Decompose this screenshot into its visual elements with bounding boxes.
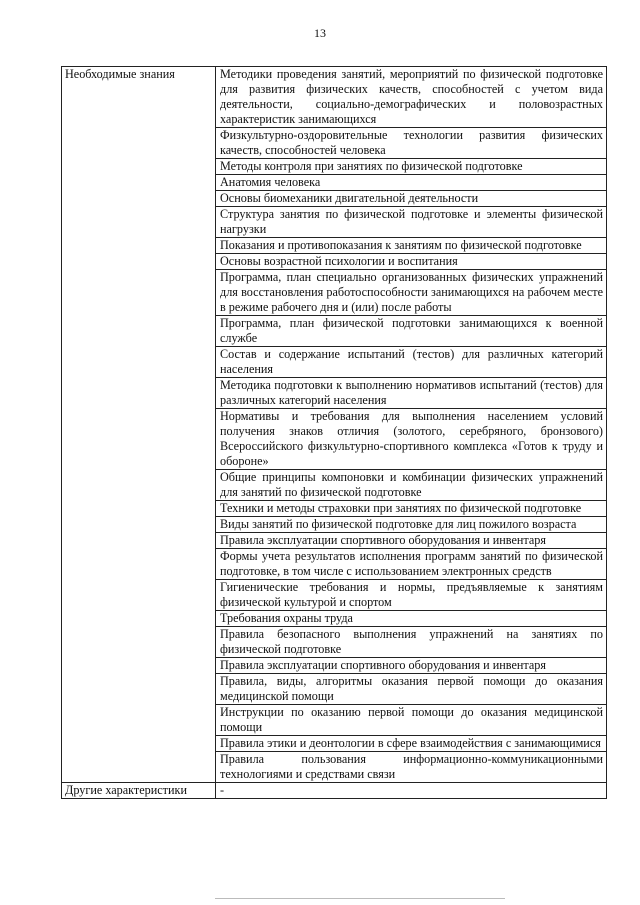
knowledge-item: Инструкции по оказанию первой помощи до оказания медицинской помощи	[216, 705, 607, 736]
knowledge-item: Виды занятий по физической подготовке для лиц пожилого возраста	[216, 517, 607, 533]
knowledge-item: Программа, план физической подготовки занимающихся к военной службе	[216, 316, 607, 347]
knowledge-item: Методы контроля при занятиях по физической подготовке	[216, 159, 607, 175]
knowledge-row	[62, 67, 607, 128]
knowledge-item: Гигиенические требования и нормы, предъявляемые к занятиям физической культурой и спортом	[216, 580, 607, 611]
footer-divider	[215, 898, 505, 899]
qualification-table	[61, 66, 607, 799]
knowledge-item: Основы возрастной психологии и воспитания	[216, 254, 607, 270]
knowledge-item: Правила безопасного выполнения упражнений на занятиях по физической подготовке	[216, 627, 607, 658]
knowledge-item: Показания и противопоказания к занятиям по физической подготовке	[216, 238, 607, 254]
other-characteristics-value: -	[216, 783, 607, 799]
knowledge-item: Основы биомеханики двигательной деятельности	[216, 191, 607, 207]
knowledge-item: Правила пользования информационно-коммуникационными технологиями и средствами связи	[216, 752, 607, 783]
qualification-table-body	[62, 67, 607, 799]
knowledge-item: Методики проведения занятий, мероприятий по физической подготовке для развития физических качеств, способностей с учетом вида деятельности, социально-демографических и половозрастных характеристик занимающихся	[216, 67, 607, 128]
knowledge-item: Программа, план специально организованных физических упражнений для восстановления работоспособности занимающихся на рабочем месте в режиме рабочего дня и (или) после работы	[216, 270, 607, 316]
page-number: 13	[314, 26, 326, 40]
knowledge-item: Анатомия человека	[216, 175, 607, 191]
knowledge-item: Физкультурно-оздоровительные технологии развития физических качеств, способностей человека	[216, 128, 607, 159]
knowledge-item: Техники и методы страховки при занятиях по физической подготовке	[216, 501, 607, 517]
knowledge-item: Структура занятия по физической подготовке и элементы физической нагрузки	[216, 207, 607, 238]
required-knowledge-label: Необходимые знания	[62, 67, 216, 783]
knowledge-item: Правила этики и деонтологии в сфере взаимодействия с занимающимися	[216, 736, 607, 752]
other-characteristics-row	[62, 783, 607, 799]
knowledge-item: Правила эксплуатации спортивного оборудования и инвентаря	[216, 658, 607, 674]
knowledge-item: Правила, виды, алгоритмы оказания первой помощи до оказания медицинской помощи	[216, 674, 607, 705]
knowledge-item: Общие принципы компоновки и комбинации физических упражнений для занятий по физической подготовке	[216, 470, 607, 501]
knowledge-item: Формы учета результатов исполнения программ занятий по физической подготовке, в том числе с использованием электронных средств	[216, 549, 607, 580]
knowledge-item: Требования охраны труда	[216, 611, 607, 627]
other-characteristics-label: Другие характеристики	[62, 783, 216, 799]
knowledge-item: Методика подготовки к выполнению нормативов испытаний (тестов) для различных категорий населения	[216, 378, 607, 409]
knowledge-item: Нормативы и требования для выполнения населением условий получения знаков отличия (золотого, серебряного, бронзового) Всероссийского физкультурно-спортивного комплекса «Готов к труду и обороне»	[216, 409, 607, 470]
knowledge-item: Состав и содержание испытаний (тестов) для различных категорий населения	[216, 347, 607, 378]
knowledge-item: Правила эксплуатации спортивного оборудования и инвентаря	[216, 533, 607, 549]
